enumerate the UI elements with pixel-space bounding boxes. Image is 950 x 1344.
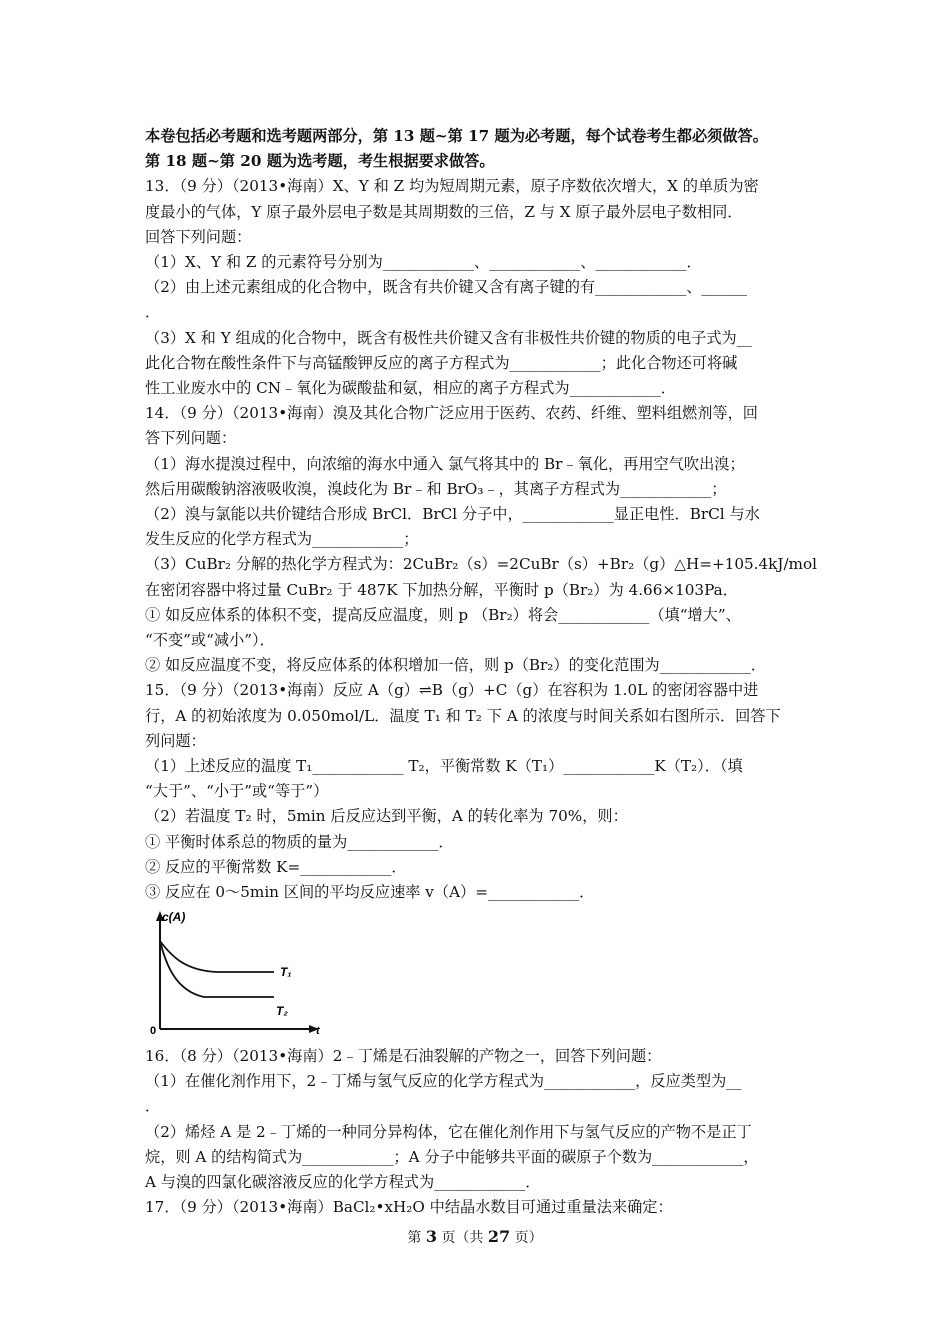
- q16-line: ．: [145, 1097, 161, 1116]
- exam-content: [145, 124, 817, 905]
- q13-line: 13．（9 分）（2013•海南）X、Y 和 Z 均为短周期元素，原子序数依次增大，X 的单质为密: [145, 177, 759, 196]
- intro-line-2: 第 18 题~第 20 题为选考题，考生根据要求做答。: [145, 152, 495, 171]
- q14-line: ② 如反应温度不变，将反应体系的体积增加一倍，则 p（Br₂）的变化范围为____________．: [145, 656, 767, 675]
- q15-line: ③ 反应在 0～5min 区间的平均反应速率 v（A）=____________．: [145, 883, 595, 902]
- page-total: 27: [487, 1227, 511, 1246]
- footer-post: 页）: [510, 1230, 543, 1246]
- q14-line: 发生反应的化学方程式为____________；: [145, 530, 419, 549]
- curve-t2-label: T₂: [276, 1004, 288, 1018]
- q13-line: 度最小的气体，Y 原子最外层电子数是其周期数的三倍，Z 与 X 原子最外层电子数相同．: [145, 202, 743, 221]
- q17-line: 17．（9 分）（2013•海南）BaCl₂•xH₂O 中结晶水数目可通过重量法来确定：: [145, 1198, 673, 1217]
- q15-line: ① 平衡时体系总的物质的量为____________．: [145, 832, 454, 851]
- q15-line: 行，A 的初始浓度为 0.050mol/L．温度 T₁ 和 T₂ 下 A 的浓度与时间关系如右图所示．回答下: [145, 706, 781, 725]
- y-axis-label: c(A): [162, 910, 186, 924]
- q13-line: 性工业废水中的 CN﹣氧化为碳酸盐和氨，相应的离子方程式为____________．: [145, 379, 676, 398]
- page-footer: [0, 1227, 950, 1248]
- q15-line: （2）若温度 T₂ 时，5min 后反应达到平衡，A 的转化率为 70%，则：: [145, 807, 628, 826]
- curve-t2: [160, 941, 274, 997]
- q15-line: “大于”、“小于”或“等于”）: [145, 782, 329, 801]
- footer-pre: 第: [407, 1230, 426, 1246]
- q14-line: （2）溴与氯能以共价键结合形成 BrCl．BrCl 分子中，____________显正电性．BrCl 与水: [145, 505, 760, 524]
- page-number: 3: [425, 1227, 437, 1246]
- exam-content-continued: [145, 1044, 810, 1220]
- q14-line: 答下列问题：: [145, 429, 237, 448]
- intro-line-1: 本卷包括必考题和选考题两部分，第 13 题~第 17 题为必考题，每个试卷考生都必须做答。: [145, 127, 768, 145]
- q14-line: （1）海水提溴过程中，向浓缩的海水中通入 氯气将其中的 Br﹣氧化，再用空气吹出溴；: [145, 454, 745, 473]
- q14-line: “不变”或“减小”）．: [145, 631, 275, 650]
- curve-t1: [160, 941, 274, 972]
- q13-line: （3）X 和 Y 组成的化合物中，既含有极性共价键又含有非极性共价键的物质的电子式为__: [145, 328, 752, 347]
- footer-mid: 页（共: [436, 1230, 488, 1246]
- x-axis-label: t: [316, 1025, 320, 1037]
- q14-line: 在密闭容器中将过量 CuBr₂ 于 487K 下加热分解，平衡时 p（Br₂）为 4.66×103Pa．: [145, 580, 738, 599]
- q13-line: ．: [145, 303, 161, 322]
- q16-line: （1）在催化剂作用下，2﹣丁烯与氢气反应的化学方程式为____________，反应类型为__: [145, 1072, 742, 1091]
- origin-label: 0: [150, 1025, 157, 1037]
- q16-line: 烷，则 A 的结构简式为____________；A 分子中能够共平面的碳原子个数为____________，: [145, 1147, 759, 1166]
- q13-line: 回答下列问题：: [145, 227, 252, 246]
- q16-line: A 与溴的四氯化碳溶液反应的化学方程式为____________．: [145, 1173, 541, 1192]
- q16-line: （2）烯烃 A 是 2﹣丁烯的一种同分异构体，它在催化剂作用下与氢气反应的产物不是正丁: [145, 1122, 752, 1141]
- q14-line: 然后用碳酸钠溶液吸收溴，溴歧化为 Br﹣和 BrO₃﹣，其离子方程式为____________；: [145, 479, 727, 498]
- q13-line: （2）由上述元素组成的化合物中，既含有共价键又含有离子键的有____________、______: [145, 278, 747, 297]
- q13-line: （1）X、Y 和 Z 的元素符号分别为____________、____________、____________．: [145, 253, 702, 272]
- q14-line: 14．（9 分）（2013•海南）溴及其化合物广泛应用于医药、农药、纤维、塑料组燃剂等，回: [145, 404, 758, 423]
- curve-t1-label: T₁: [280, 965, 292, 979]
- q15-line: 15．（9 分）（2013•海南）反应 A（g）⇌B（g）+C（g）在容积为 1.0L 的密闭容器中进: [145, 681, 759, 700]
- q15-line: （1）上述反应的温度 T₁____________ T₂，平衡常数 K（T₁）____________K（T₂）．（填: [145, 757, 743, 776]
- q15-line: 列问题：: [145, 731, 206, 750]
- q14-line: （3）CuBr₂ 分解的热化学方程式为：2CuBr₂（s）=2CuBr（s）+Br₂（g）△H=+105.4kJ/mol: [145, 555, 817, 574]
- q16-line: 16．（8 分）（2013•海南）2﹣丁烯是石油裂解的产物之一，回答下列问题：: [145, 1047, 662, 1065]
- q15-line: ② 反应的平衡常数 K=____________．: [145, 857, 407, 876]
- q14-line: ① 如反应体系的体积不变，提高反应温度，则 p （Br₂）将会____________（填“增大”、: [145, 605, 741, 624]
- q13-line: 此化合物在酸性条件下与高锰酸钾反应的离子方程式为____________；此化合物还可将碱: [145, 353, 738, 372]
- concentration-time-graph: [148, 907, 326, 1037]
